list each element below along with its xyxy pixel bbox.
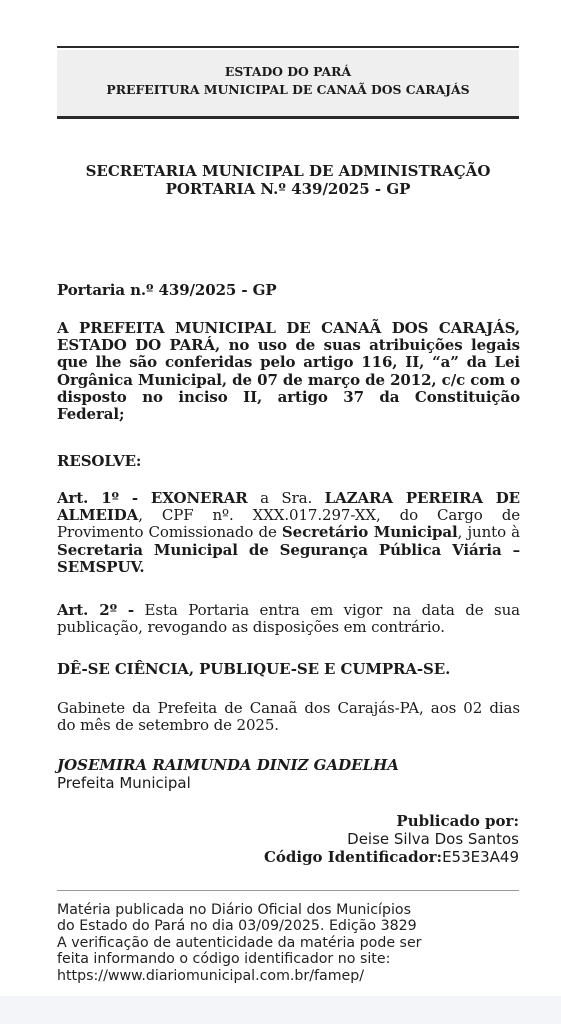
header-prefeitura: PREFEITURA MUNICIPAL DE CANAÃ DOS CARAJÁS — [106, 82, 470, 97]
article-1-text-1: a Sra. — [247, 489, 325, 507]
document-title — [57, 162, 519, 198]
place-date: Gabinete da Prefeita de Canaã dos Carajás-PA, aos 02 dias do mês de setembro de 2025. — [57, 699, 520, 735]
footer-url-link[interactable]: https://www.diariomunicipal.com.br/famep/ — [57, 967, 365, 984]
signatory-name: JOSEMIRA RAIMUNDA DINIZ GADELHA — [57, 756, 399, 774]
identifier-code[interactable]: E53E3A49 — [442, 848, 519, 866]
published-by-label: Publicado por: — [396, 812, 519, 830]
article-1-label: Art. 1º - EXONERAR — [57, 489, 248, 507]
publication-info — [264, 812, 519, 866]
footer-divider — [57, 890, 519, 891]
identifier-code-label: Código Identificador: — [263, 848, 443, 866]
portaria-title: PORTARIA N.º 439/2025 - GP — [165, 180, 411, 198]
article-1 — [57, 490, 520, 576]
person-name: LAZARA PEREIRA DE ALMEIDA — [57, 489, 521, 525]
secretariat-name: Secretaria Municipal de Segurança Pública Viária – SEMSPUV. — [57, 540, 520, 576]
article-1-text-3: , junto à — [457, 523, 520, 542]
resolve-heading: RESOLVE: — [57, 452, 142, 470]
article-2 — [57, 602, 520, 636]
portaria-reference: Portaria n.º 439/2025 - GP — [57, 281, 277, 299]
bottom-bar — [0, 996, 561, 1024]
position-title: Secretário Municipal — [281, 523, 458, 542]
publisher-name: Deise Silva Dos Santos — [347, 830, 519, 848]
header-top-rule — [57, 46, 519, 48]
preamble: A PREFEITA MUNICIPAL DE CANAÃ DOS CARAJÁS, ESTADO DO PARÁ, no uso de suas atribuições legais que lhe são conferidas pelo artigo 116, II, “a” da Lei Orgânica Municipal, de 07 de março de 2012, c/c com o disposto no inciso II, artigo 37 da Constituição Federal; — [57, 319, 520, 424]
document-header — [57, 50, 519, 116]
signatory-role: Prefeita Municipal — [57, 774, 191, 792]
header-state: ESTADO DO PARÁ — [224, 64, 352, 79]
footer-line-3: A verificação de autenticidade da matéria pode ser — [57, 934, 422, 951]
header-bottom-rule — [57, 116, 519, 119]
footer-line-2: do Estado do Pará no dia 03/09/2025. Edição 3829 — [57, 918, 417, 935]
footer-line-4: feita informando o código identificador no site: — [57, 951, 391, 968]
closing-formula: DÊ-SE CIÊNCIA, PUBLIQUE-SE E CUMPRA-SE. — [57, 660, 451, 678]
article-2-label: Art. 2º - — [57, 601, 135, 619]
article-2-text: Esta Portaria entra em vigor na data de sua publicação, revogando as disposições em contrário. — [57, 601, 520, 637]
article-1-text-2: , CPF nº. XXX.017.297-XX, do Cargo de Provimento Comissionado de — [57, 506, 520, 542]
secretaria-title: SECRETARIA MUNICIPAL DE ADMINISTRAÇÃO — [85, 162, 491, 180]
footer-note — [57, 902, 519, 984]
footer-line-1: Matéria publicada no Diário Oficial dos Municípios — [57, 902, 412, 918]
